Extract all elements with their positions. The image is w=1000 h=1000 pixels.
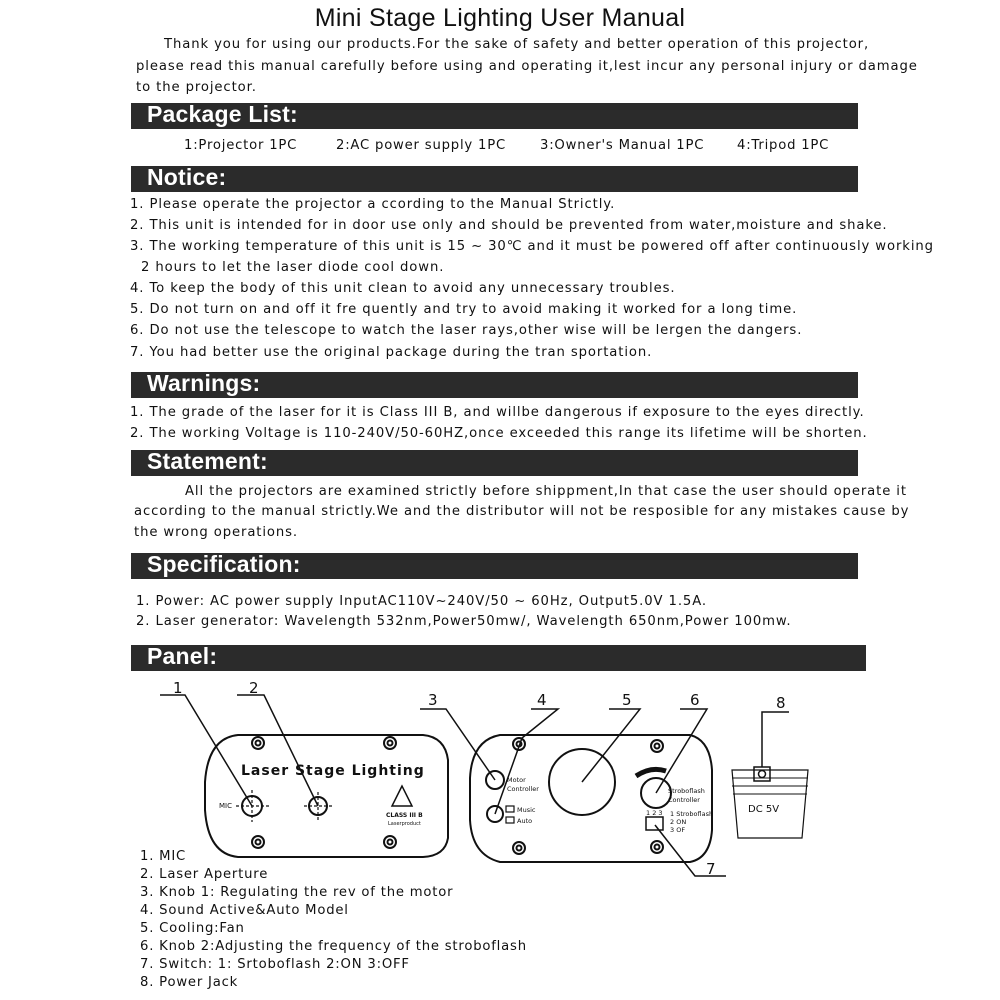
mic-label: MIC: [219, 802, 232, 810]
dc-label: DC 5V: [748, 804, 780, 815]
switch-option-2: 2 ON: [670, 818, 687, 826]
callout-line-5: [582, 709, 640, 782]
package-item-2: 2:AC power supply 1PC: [336, 138, 506, 153]
callout-line-2: [237, 695, 318, 806]
motor-label-1: Motor: [507, 776, 526, 784]
callout-7: 7: [706, 860, 716, 878]
page-title: Mini Stage Lighting User Manual: [314, 4, 686, 32]
panel-item-4: 4. Sound Active&Auto Model: [140, 903, 349, 918]
statement-line-2: according to the manual strictly.We and the distributor will not be resposible for any mistakes cause by: [134, 504, 910, 519]
front-screw-br: [384, 836, 396, 848]
statement-title: Statement:: [147, 448, 268, 474]
stroboflash-label-1: Stroboflash: [668, 787, 705, 795]
package-item-3: 3:Owner's Manual 1PC: [540, 138, 705, 153]
package-item-4: 4:Tripod 1PC: [737, 138, 830, 153]
specification-title: Specification:: [147, 551, 301, 577]
notice-item-2: 2. This unit is intended for in door use only and should be prevented from water,moisture and shake.: [130, 218, 888, 233]
statement-line-1: All the projectors are examined strictly before shippment,In that case the user should operate it: [185, 484, 907, 499]
switch-option-1: 1 Stroboflash: [670, 810, 714, 818]
laser-warning-icon: [392, 786, 412, 806]
notice-item-4: 4. To keep the body of this unit clean to avoid any unnecessary troubles.: [130, 281, 676, 296]
callout-line-8: [762, 712, 789, 767]
callout-1: 1: [173, 679, 183, 697]
power-jack-icon: [754, 767, 770, 781]
stroboflash-scale-icon: [636, 769, 666, 776]
callout-line-4: [495, 709, 558, 814]
panel-item-3: 3. Knob 1: Regulating the rev of the motor: [140, 885, 454, 900]
panel-item-8: 8. Power Jack: [140, 975, 239, 990]
notice-item-5: 5. Do not turn on and off it fre quently and try to avoid making it worked for a long time.: [130, 302, 798, 317]
motor-label-2: Controller: [507, 785, 539, 793]
music-label: Music: [517, 806, 536, 814]
callout-6: 6: [690, 691, 700, 709]
front-screw-bl: [252, 836, 264, 848]
switch-numbers: 1 2 3: [646, 809, 663, 817]
auto-icon: [506, 817, 514, 823]
callout-4: 4: [537, 691, 547, 709]
switch-option-3: 3 OF: [670, 826, 686, 834]
rear-screw-tr: [651, 740, 663, 752]
class-label: CLASS III B: [386, 812, 423, 819]
callout-8: 8: [776, 694, 786, 712]
intro-line-1: Thank you for using our products.For the sake of safety and better operation of this projector,: [164, 37, 870, 52]
notice-item-7: 7. You had better use the original package during the tran sportation.: [130, 345, 653, 360]
panel-item-7: 7. Switch: 1: Srtoboflash 2:ON 3:OFF: [140, 957, 410, 972]
panel-item-6: 6. Knob 2:Adjusting the frequency of the stroboflash: [140, 939, 527, 954]
warning-item-1: 1. The grade of the laser for it is Class III B, and willbe dangerous if exposure to the eyes directly.: [130, 405, 865, 420]
front-screw-tr: [384, 737, 396, 749]
spec-item-2: 2. Laser generator: Wavelength 532nm,Power50mw/, Wavelength 650nm,Power 100mw.: [136, 614, 792, 629]
statement-line-3: the wrong operations.: [134, 525, 299, 540]
stroboflash-switch: [646, 817, 663, 830]
package-list-title: Package List:: [147, 101, 298, 127]
notice-item-6: 6. Do not use the telescope to watch the laser rays,other wise will be lergen the dangers.: [130, 323, 803, 338]
notice-item-3: 3. The working temperature of this unit is 15 ~ 30℃ and it must be powered off after continuously working: [130, 239, 934, 254]
panel-item-1: 1. MIC: [140, 849, 187, 864]
callout-line-3: [420, 709, 495, 780]
front-panel-outline: [205, 735, 448, 857]
callout-line-6: [656, 709, 707, 793]
package-item-1: 1:Projector 1PC: [184, 138, 298, 153]
callout-5: 5: [622, 691, 632, 709]
warnings-title: Warnings:: [147, 370, 261, 396]
rear-screw-bl: [513, 842, 525, 854]
notice-item-3-cont: 2 hours to let the laser diode cool down.: [141, 260, 445, 275]
callout-2: 2: [249, 679, 259, 697]
mic-icon: [236, 790, 270, 822]
warning-item-2: 2. The working Voltage is 110-240V/50-60HZ,once exceeded this range its lifetime will be shorten.: [130, 426, 868, 441]
front-screw-tl: [252, 737, 264, 749]
notice-item-1: 1. Please operate the projector a ccording to the Manual Strictly.: [130, 197, 616, 212]
rear-screw-br: [651, 841, 663, 853]
spec-item-1: 1. Power: AC power supply InputAC110V~240V/50 ~ 60Hz, Output5.0V 1.5A.: [136, 594, 708, 609]
intro-line-2: please read this manual carefully before using and operating it,lest incur any personal injury or damage: [136, 59, 918, 74]
auto-label: Auto: [517, 817, 533, 825]
panel-title: Panel:: [147, 643, 218, 669]
stroboflash-label-2: Controller: [668, 796, 700, 804]
class-sublabel: Laserproduct: [388, 821, 421, 827]
music-icon: [506, 806, 514, 812]
callout-3: 3: [428, 691, 438, 709]
notice-title: Notice:: [147, 164, 227, 190]
front-panel-title: Laser Stage Lighting: [241, 763, 425, 779]
intro-line-3: to the projector.: [136, 80, 257, 95]
panel-item-2: 2. Laser Aperture: [140, 867, 269, 882]
panel-item-5: 5. Cooling:Fan: [140, 921, 245, 936]
